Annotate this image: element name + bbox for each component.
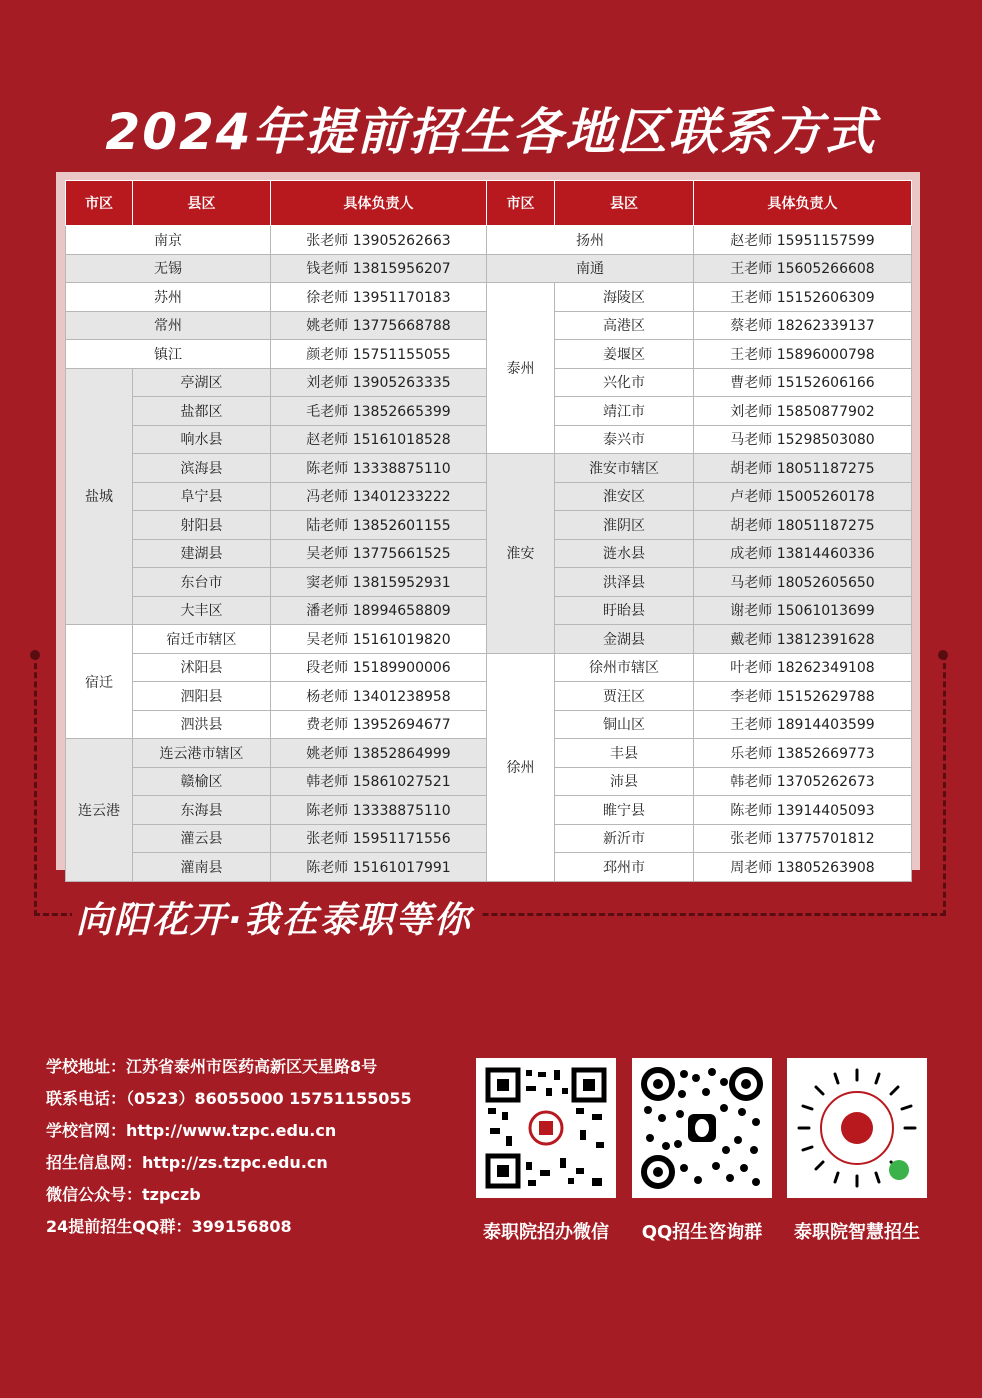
wechat-qr-code [476, 1058, 616, 1198]
right-county-cell: 淮阴区 [555, 511, 694, 540]
slogan: 向阳花开·我在泰职等你 [72, 892, 482, 943]
left-city-cell: 盐城 [66, 368, 133, 625]
left-contact-cell: 颜老师 15751155055 [271, 340, 487, 369]
right-county-cell: 徐州市辖区 [555, 653, 694, 682]
right-county-cell: 海陵区 [555, 283, 694, 312]
left-county-cell: 宿迁市辖区 [133, 625, 271, 654]
left-city-cell: 苏州 [66, 283, 271, 312]
right-county-cell: 姜堰区 [555, 340, 694, 369]
left-contact-cell: 吴老师 15161019820 [271, 625, 487, 654]
right-contact-cell: 乐老师 13852669773 [694, 739, 912, 768]
left-contact-cell: 陈老师 13338875110 [271, 454, 487, 483]
left-contact-cell: 张老师 15951171556 [271, 824, 487, 853]
left-county-cell: 赣榆区 [133, 767, 271, 796]
header-contact: 具体负责人 [694, 181, 912, 226]
right-city-cell: 淮安 [487, 454, 555, 654]
qq-group-qr-code [632, 1058, 772, 1198]
right-county-cell: 邳州市 [555, 853, 694, 882]
left-city-cell: 连云港 [66, 739, 133, 882]
left-contact-cell: 毛老师 13852665399 [271, 397, 487, 426]
qr-caption-wechat: 泰职院招办微信 [483, 1222, 609, 1243]
left-contact-cell: 张老师 13905262663 [271, 226, 487, 255]
right-county-cell: 淮安区 [555, 482, 694, 511]
frame-dot-left [30, 650, 40, 660]
right-contact-cell: 成老师 13814460336 [694, 539, 912, 568]
right-contact-cell: 赵老师 15951157599 [694, 226, 912, 255]
left-contact-cell: 钱老师 13815956207 [271, 254, 487, 283]
left-county-cell: 盐都区 [133, 397, 271, 426]
right-county-cell: 盱眙县 [555, 596, 694, 625]
header-county: 县区 [133, 181, 271, 226]
right-contact-cell: 蔡老师 18262339137 [694, 311, 912, 340]
address-line: 学校地址：江苏省泰州市医药高新区天星路8号 [46, 1057, 378, 1076]
right-county-cell: 高港区 [555, 311, 694, 340]
right-county-cell: 沛县 [555, 767, 694, 796]
right-contact-cell: 王老师 15896000798 [694, 340, 912, 369]
left-contact-cell: 陆老师 13852601155 [271, 511, 487, 540]
left-city-cell: 无锡 [66, 254, 271, 283]
right-contact-cell: 马老师 15298503080 [694, 425, 912, 454]
left-contact-cell: 赵老师 15161018528 [271, 425, 487, 454]
left-contact-cell: 窦老师 13815952931 [271, 568, 487, 597]
school-info [46, 1056, 412, 1248]
left-contact-cell: 冯老师 13401233222 [271, 482, 487, 511]
right-contact-cell: 马老师 18052605650 [694, 568, 912, 597]
header-city: 市区 [66, 181, 133, 226]
right-contact-cell: 张老师 13775701812 [694, 824, 912, 853]
left-county-cell: 泗洪县 [133, 710, 271, 739]
right-contact-cell: 王老师 15152606309 [694, 283, 912, 312]
qr-caption-qq: QQ招生咨询群 [641, 1222, 763, 1243]
left-county-cell: 灌南县 [133, 853, 271, 882]
contact-table-frame [56, 172, 920, 876]
wechat-line: 微信公众号：tzpczb [46, 1185, 201, 1204]
right-contact-cell: 曹老师 15152606166 [694, 368, 912, 397]
left-county-cell: 沭阳县 [133, 653, 271, 682]
left-contact-cell: 费老师 13952694677 [271, 710, 487, 739]
left-county-cell: 泗阳县 [133, 682, 271, 711]
right-county-cell: 洪泽县 [555, 568, 694, 597]
right-contact-cell: 韩老师 13705262673 [694, 767, 912, 796]
table-row [66, 283, 912, 312]
right-city-cell: 泰州 [487, 283, 555, 454]
right-county-cell: 贾汪区 [555, 682, 694, 711]
right-city-cell: 徐州 [487, 653, 555, 881]
right-county-cell: 靖江市 [555, 397, 694, 426]
qr-caption-smart: 泰职院智慧招生 [794, 1222, 920, 1243]
left-county-cell: 响水县 [133, 425, 271, 454]
header-contact: 具体负责人 [271, 181, 487, 226]
right-contact-cell: 王老师 15605266608 [694, 254, 912, 283]
left-county-cell: 大丰区 [133, 596, 271, 625]
phone-line: 联系电话：（0523）86055000 15751155055 [46, 1089, 412, 1108]
right-county-cell: 兴化市 [555, 368, 694, 397]
contact-table [65, 180, 912, 882]
right-contact-cell: 叶老师 18262349108 [694, 653, 912, 682]
right-county-cell: 睢宁县 [555, 796, 694, 825]
right-county-cell: 泰兴市 [555, 425, 694, 454]
left-county-cell: 阜宁县 [133, 482, 271, 511]
right-county-cell: 淮安市辖区 [555, 454, 694, 483]
left-county-cell: 射阳县 [133, 511, 271, 540]
left-contact-cell: 吴老师 13775661525 [271, 539, 487, 568]
left-county-cell: 滨海县 [133, 454, 271, 483]
table-row [66, 653, 912, 682]
left-contact-cell: 陈老师 13338875110 [271, 796, 487, 825]
left-county-cell: 连云港市辖区 [133, 739, 271, 768]
left-county-cell: 建湖县 [133, 539, 271, 568]
left-contact-cell: 刘老师 13905263335 [271, 368, 487, 397]
right-contact-cell: 周老师 13805263908 [694, 853, 912, 882]
left-contact-cell: 徐老师 13951170183 [271, 283, 487, 312]
left-contact-cell: 韩老师 15861027521 [271, 767, 487, 796]
left-county-cell: 亭湖区 [133, 368, 271, 397]
right-contact-cell: 卢老师 15005260178 [694, 482, 912, 511]
right-contact-cell: 陈老师 13914405093 [694, 796, 912, 825]
left-county-cell: 东台市 [133, 568, 271, 597]
right-contact-cell: 谢老师 15061013699 [694, 596, 912, 625]
right-county-cell: 金湖县 [555, 625, 694, 654]
right-contact-cell: 李老师 15152629788 [694, 682, 912, 711]
left-contact-cell: 姚老师 13852864999 [271, 739, 487, 768]
right-city-cell: 南通 [487, 254, 694, 283]
left-contact-cell: 段老师 15189900006 [271, 653, 487, 682]
left-city-cell: 宿迁 [66, 625, 133, 739]
left-contact-cell: 杨老师 13401238958 [271, 682, 487, 711]
right-contact-cell: 胡老师 18051187275 [694, 511, 912, 540]
right-contact-cell: 王老师 18914403599 [694, 710, 912, 739]
table-row [66, 254, 912, 283]
right-contact-cell: 戴老师 13812391628 [694, 625, 912, 654]
left-contact-cell: 姚老师 13775668788 [271, 311, 487, 340]
right-county-cell: 新沂市 [555, 824, 694, 853]
left-city-cell: 南京 [66, 226, 271, 255]
right-contact-cell: 刘老师 15850877902 [694, 397, 912, 426]
admission-site-line: 招生信息网：http://zs.tzpc.edu.cn [46, 1153, 328, 1172]
left-contact-cell: 陈老师 15161017991 [271, 853, 487, 882]
right-county-cell: 铜山区 [555, 710, 694, 739]
qq-group-line: 24提前招生QQ群：399156808 [46, 1217, 292, 1236]
left-county-cell: 灌云县 [133, 824, 271, 853]
header-county: 县区 [555, 181, 694, 226]
table-row [66, 454, 912, 483]
smart-admission-mini-program-code [787, 1058, 927, 1198]
table-row [66, 226, 912, 255]
right-county-cell: 涟水县 [555, 539, 694, 568]
left-city-cell: 镇江 [66, 340, 271, 369]
frame-dot-right [938, 650, 948, 660]
right-contact-cell: 胡老师 18051187275 [694, 454, 912, 483]
left-contact-cell: 潘老师 18994658809 [271, 596, 487, 625]
website-line: 学校官网：http://www.tzpc.edu.cn [46, 1121, 337, 1140]
header-city: 市区 [487, 181, 555, 226]
page-title: 2024年提前招生各地区联系方式 [105, 103, 877, 161]
right-city-cell: 扬州 [487, 226, 694, 255]
right-county-cell: 丰县 [555, 739, 694, 768]
left-city-cell: 常州 [66, 311, 271, 340]
left-county-cell: 东海县 [133, 796, 271, 825]
